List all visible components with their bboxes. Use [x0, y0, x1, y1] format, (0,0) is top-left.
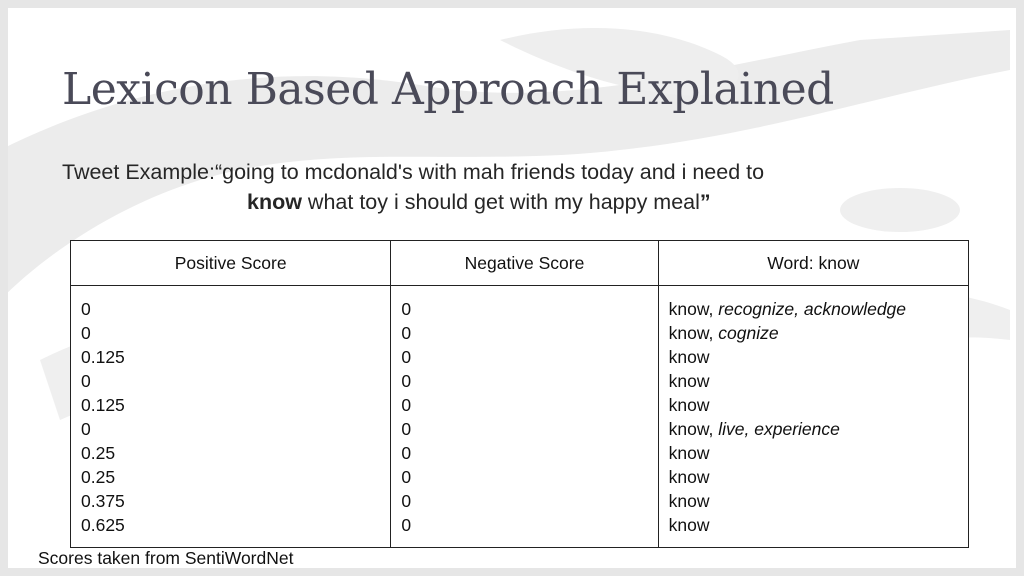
tweet-open-quote: “: [214, 160, 223, 184]
word-sense-word: know: [668, 323, 709, 343]
positive-score: 0.125: [81, 347, 125, 367]
word-sense-word: know: [668, 443, 710, 463]
positive-score: 0.25: [81, 467, 116, 487]
word-sense-word: know: [668, 467, 710, 487]
word-sense: [669, 321, 958, 345]
positive-score: 0.125: [81, 395, 125, 415]
positive-score: 0.25: [81, 443, 116, 463]
negative-score: 0: [401, 419, 412, 439]
tweet-line2: [62, 187, 932, 217]
positive-score: 0.375: [81, 491, 125, 511]
word-sense-word: know: [668, 395, 710, 415]
word-sense-separator: ,: [708, 299, 719, 319]
negative-score: 0: [401, 443, 412, 463]
tweet-label: Tweet Example:: [62, 160, 215, 184]
table-body-row: [71, 286, 969, 548]
source-note: Scores taken from SentiWordNet: [38, 548, 294, 568]
negative-score: 0: [401, 395, 412, 415]
word-sense-word: know: [668, 515, 710, 535]
word-sense-word: know: [668, 347, 710, 367]
word-sense: [669, 417, 958, 441]
tweet-text-line1: going to mcdonald's with mah friends today and i need to: [222, 160, 765, 184]
negative-score: 0: [401, 323, 412, 343]
header-negative-score: Negative Score: [391, 241, 658, 286]
word-sense-word: know: [668, 371, 710, 391]
slide-title: Lexicon Based Approach Explained: [62, 64, 834, 115]
word-sense-separator: ,: [708, 419, 719, 439]
header-positive-score: Positive Score: [71, 241, 391, 286]
word-sense: [669, 369, 958, 393]
word-sense-separator: ,: [708, 323, 719, 343]
positive-score: 0: [81, 419, 91, 439]
word-senses-cell: [658, 286, 968, 548]
word-sense: [669, 489, 958, 513]
sentiment-score-table: [70, 240, 969, 548]
word-sense-word: know: [668, 299, 709, 319]
positive-score: 0.625: [81, 515, 125, 535]
tweet-keyword: know: [247, 190, 302, 214]
negative-score: 0: [401, 515, 412, 535]
word-sense: [669, 393, 958, 417]
tweet-close-quote: ”: [699, 190, 711, 214]
negative-scores-cell: [391, 286, 658, 548]
table-header-row: [71, 241, 969, 286]
positive-scores-cell: [71, 286, 391, 548]
word-sense: [669, 441, 958, 465]
word-sense-synonyms: recognize, acknowledge: [718, 299, 907, 319]
tweet-text-line2: what toy i should get with my happy meal: [301, 190, 700, 214]
word-sense: [669, 465, 958, 489]
word-sense: [669, 297, 958, 321]
word-sense: [669, 345, 958, 369]
positive-score: 0: [81, 323, 91, 343]
positive-score: 0: [81, 371, 91, 391]
word-sense-synonyms: cognize: [718, 323, 779, 343]
positive-score: 0: [81, 299, 91, 319]
tweet-example: [62, 157, 932, 217]
negative-score: 0: [401, 299, 412, 319]
word-sense-word: know: [668, 419, 709, 439]
word-sense: [669, 513, 958, 537]
word-sense-word: know: [668, 491, 710, 511]
header-word: Word: know: [658, 241, 968, 286]
word-sense-synonyms: live, experience: [718, 419, 840, 439]
negative-score: 0: [401, 347, 412, 367]
negative-score: 0: [401, 467, 412, 487]
negative-score: 0: [401, 371, 412, 391]
negative-score: 0: [401, 491, 412, 511]
